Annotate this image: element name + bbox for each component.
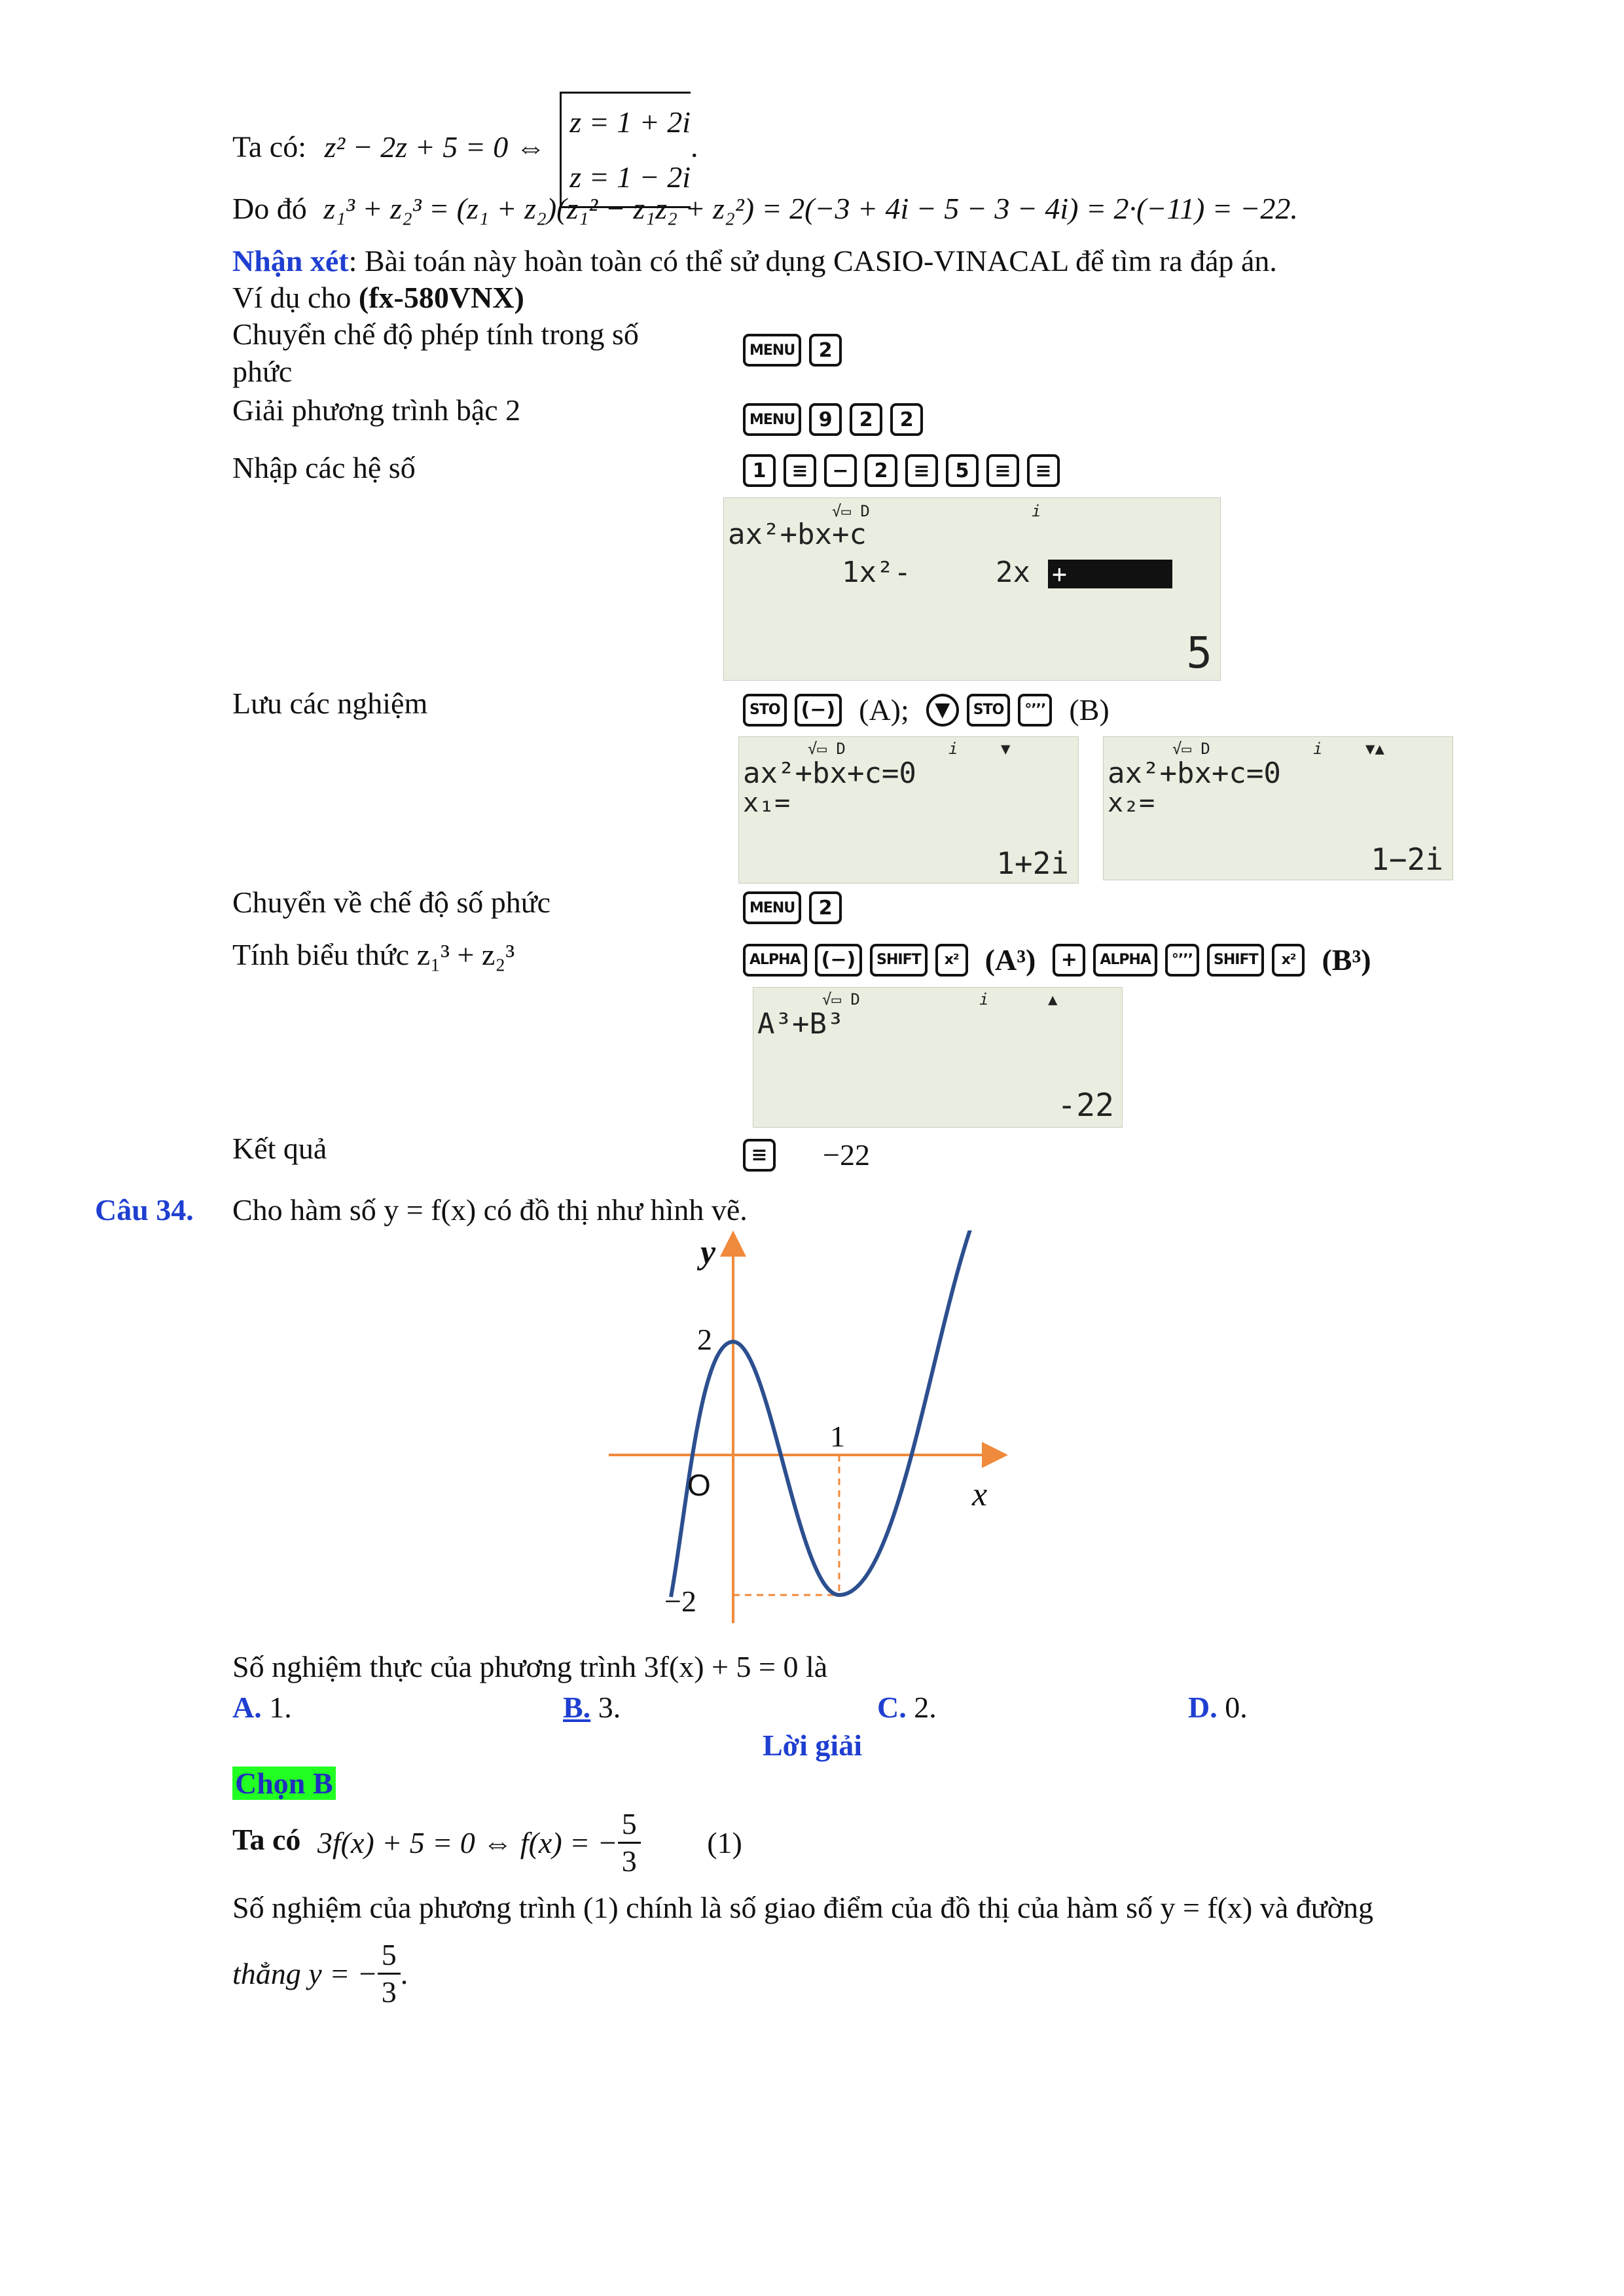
lcd-indicators: √▭ D [832, 502, 870, 520]
solution-heading: Lời giải [763, 1729, 862, 1762]
x-axis-label: x [972, 1476, 988, 1513]
intro-equation: Ta có: z² − 2z + 5 = 0 ⇔ z = 1 + 2i z = 1 − 2i . [232, 92, 698, 208]
taco-label: Ta có: [232, 130, 307, 164]
root-2: z = 1 − 2i [569, 160, 691, 194]
lcd-value: 1+2i [996, 846, 1069, 881]
shift-key[interactable]: SHIFT [1207, 944, 1264, 977]
note-line [232, 243, 1277, 278]
lcd-coefficient-screen [723, 497, 1221, 681]
a-cubed-label: (A³) [984, 943, 1036, 977]
lcd-title: ax²+bx+c=0 [1108, 757, 1281, 790]
negative-key[interactable]: (−) [815, 944, 863, 977]
degree-key[interactable]: °’’’ [1018, 694, 1052, 726]
step-4-keys [743, 692, 1119, 727]
step-3-keys [743, 454, 1060, 487]
step-3-label: Nhập các hệ số [232, 451, 416, 484]
function-graph [609, 1230, 1054, 1636]
degree-key[interactable]: °’’’ [1165, 944, 1199, 977]
equals-key[interactable]: ≡ [743, 1139, 776, 1172]
lcd-var: x₂= [1108, 788, 1155, 818]
digit-key[interactable]: 2 [809, 891, 842, 924]
tick-y-max: 2 [697, 1323, 712, 1356]
example-line [232, 280, 524, 315]
choice-a[interactable]: A. 1. [232, 1691, 292, 1724]
sto-key[interactable]: STO [743, 694, 787, 726]
fraction-five-thirds: $\frac{5}{3}$ [378, 1937, 401, 2010]
lcd-var: x₁= [743, 788, 791, 818]
step-2-label: Giải phương trình bậc 2 [232, 393, 521, 427]
step-2-keys [743, 403, 923, 436]
sum-cubes-expression: z₁³ + z₂³ = (z₁ + z₂)(z₁² − z₁z₂ + z₂²) = 2(−3 + 4i − 5 − 3 − 4i) = 2·(−11) = −22. [323, 192, 1298, 225]
chon-badge: Chọn B [232, 1766, 336, 1801]
step-1-label: Chuyển chế độ phép tính trong số phức [232, 317, 639, 388]
alpha-key[interactable]: ALPHA [743, 944, 807, 977]
lcd-row-2: 2x [996, 556, 1030, 589]
note-label: Nhận xét [232, 244, 349, 278]
alpha-key[interactable]: ALPHA [1093, 944, 1157, 977]
equals-key[interactable]: ≡ [905, 454, 938, 487]
lcd-value: -22 [1057, 1087, 1114, 1124]
b-cubed-label: (B³) [1322, 943, 1371, 977]
y-axis-label: y [700, 1234, 716, 1271]
square-key[interactable]: x² [1272, 944, 1305, 977]
step-4-label: Lưu các nghiệm [232, 687, 428, 720]
fraction-five-thirds: $\frac{5}{3}$ [618, 1806, 641, 1879]
lcd-i-indicator: i [1032, 502, 1041, 520]
choice-b[interactable]: B. 3. [563, 1691, 621, 1724]
lcd-x2-screen: √▭ D i ▼▲ ax²+bx+c=0 x₂= 1−2i [1103, 736, 1453, 880]
tick-x: 1 [830, 1420, 845, 1453]
example-prefix: Ví dụ cho [232, 281, 359, 314]
question-number: Câu 34. [95, 1193, 194, 1227]
digit-key[interactable]: 2 [865, 454, 897, 487]
down-arrow-key[interactable]: ▼ [926, 694, 959, 726]
question-text: Cho hàm số y = f(x) có đồ thị như hình vẽ. [232, 1193, 748, 1227]
note-text: : Bài toán này hoàn toàn có thể sử dụng CASIO-VINACAL để tìm ra đáp án. [348, 244, 1277, 278]
step-7-keys [743, 1138, 879, 1172]
step-5-label: Chuyển về chế độ số phức [232, 886, 551, 919]
tick-y-min: −2 [664, 1585, 696, 1618]
equation-number: (1) [707, 1826, 742, 1859]
lcd-sum-screen: √▭ D i ▲ A³+B³ -22 [753, 987, 1123, 1128]
digit-key[interactable]: 2 [850, 403, 882, 436]
digit-key[interactable]: 2 [809, 334, 842, 367]
solution-line-2: Số nghiệm của phương trình (1) chính là số giao điểm của đồ thị của hàm số y = f(x) và đường [232, 1891, 1374, 1924]
solution-line-3: thẳng y = − $\frac{5}{3}$ . [232, 1938, 408, 2009]
step-7-label: Kết quả [232, 1132, 327, 1165]
square-key[interactable]: x² [935, 944, 968, 977]
origin-label: O [687, 1468, 711, 1502]
digit-key[interactable]: 2 [890, 403, 923, 436]
digit-key[interactable]: 9 [809, 403, 842, 436]
digit-key[interactable]: 1 [743, 454, 776, 487]
digit-key[interactable]: 5 [946, 454, 979, 487]
negative-key[interactable]: (−) [795, 694, 842, 726]
menu-key[interactable]: MENU [743, 891, 801, 924]
final-result: −22 [823, 1138, 870, 1172]
menu-key[interactable]: MENU [743, 334, 801, 367]
minus-key[interactable]: − [824, 454, 857, 487]
lcd-value: 5 [1186, 628, 1212, 678]
choice-d[interactable]: D. 0. [1188, 1691, 1248, 1724]
equals-key[interactable]: ≡ [986, 454, 1019, 487]
lcd-title: A³+B³ [757, 1007, 844, 1041]
equals-key[interactable]: ≡ [784, 454, 816, 487]
step-5-keys [743, 891, 842, 924]
step-6-label: Tính biểu thức z₁³ + z₂³ [232, 938, 515, 971]
lcd-title: ax²+bx+c=0 [743, 757, 916, 790]
step-6-keys [743, 942, 1380, 977]
calculator-model: (fx-580VNX) [358, 281, 524, 314]
quadratic-equation: z² − 2z + 5 = 0 ⇔ [324, 130, 546, 164]
sto-key[interactable]: STO [967, 694, 1011, 726]
curve-f [671, 1230, 972, 1597]
equals-key[interactable]: ≡ [1027, 454, 1060, 487]
doday-label: Do đó [232, 192, 307, 225]
lcd-row: 1x²- [842, 556, 911, 589]
root-1: z = 1 + 2i [569, 105, 691, 139]
lcd-title: ax²+bx+c [728, 518, 867, 551]
question-prompt: Số nghiệm thực của phương trình 3f(x) + 5 = 0 là [232, 1650, 828, 1683]
choice-c[interactable]: C. 2. [877, 1691, 937, 1724]
lcd-x1-screen: √▭ D i ▼ ax²+bx+c=0 x₁= 1+2i [738, 736, 1079, 884]
solution-equation: Ta có 3f(x) + 5 = 0 ⇔ f(x) = − $\frac{5}{3}$ (1) [232, 1807, 742, 1878]
shift-key[interactable]: SHIFT [870, 944, 927, 977]
menu-key[interactable]: MENU [743, 403, 801, 436]
var-a-label: (A); [859, 693, 909, 726]
step-1-keys [743, 334, 842, 367]
doday-line [232, 191, 1298, 226]
lcd-value: 1−2i [1371, 842, 1443, 877]
lcd-cursor: + [1048, 560, 1172, 588]
var-b-label: (B) [1069, 693, 1110, 726]
plus-key[interactable]: + [1053, 944, 1085, 977]
